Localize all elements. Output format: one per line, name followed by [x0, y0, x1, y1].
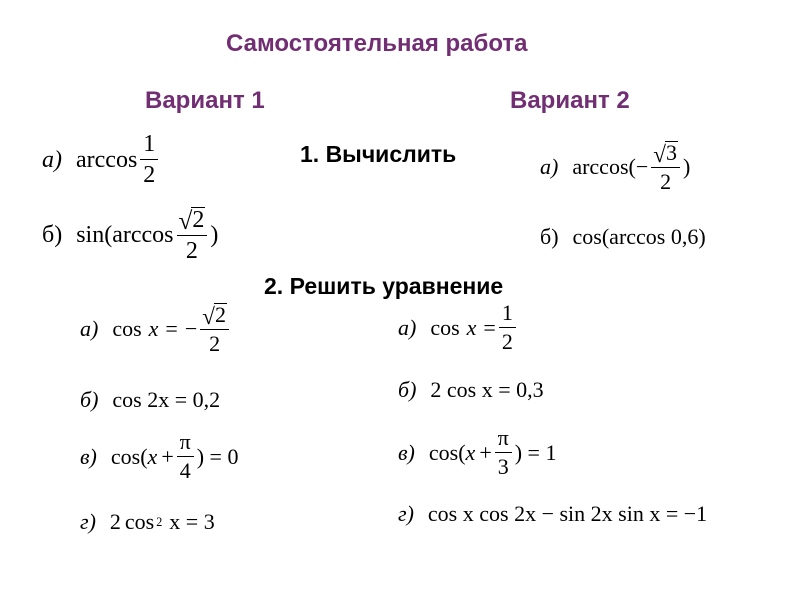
arccos-neg-text: arccos(− [572, 154, 649, 180]
label-a: а) [540, 154, 559, 180]
fraction-sqrt2-2: √ 2 2 [177, 207, 208, 263]
v1-eq-v: в) cos ( x + $\frac{\pi}{4}$ ) = 0 [80, 429, 239, 483]
fraction-1-2: $\frac{1}{2}$ [140, 132, 158, 187]
task-1-heading: 1. Вычислить [300, 141, 457, 167]
sin-arccos-text: sin(arccos [76, 222, 174, 249]
v2-task1-b [540, 226, 706, 248]
fraction-pi-3: $\frac{\pi}{3}$ [495, 427, 512, 478]
v2-task1-a: а) arccos(− √ 3 2 ) [540, 140, 691, 195]
variant-2-heading: Вариант 2 [510, 87, 630, 114]
task-2-heading: 2. Решить уравнение [264, 273, 504, 299]
cos-arccos-text: cos(arccos 0,6) [572, 224, 706, 249]
label-a: а) [42, 146, 62, 173]
v1-eq-b: б) cos 2x = 0,2 [80, 387, 221, 412]
fraction-pi-4: $\frac{\pi}{4}$ [177, 431, 194, 482]
v1-eq-g: г) 2 cos 2 x = 3 [80, 509, 215, 534]
v1-task1-b: б) sin(arccos √ 2 2 ) [42, 207, 219, 265]
label-b: б) [42, 222, 63, 249]
fraction-sqrt3-2: √ 3 2 [651, 141, 680, 193]
label-b: б) [540, 224, 559, 249]
v2-eq-a: а) cos x = $\frac{1}{2}$ [398, 302, 519, 353]
page-title: Самостоятельная работа [226, 30, 528, 57]
v2-eq-b: б) 2 cos x = 0,3 [398, 377, 544, 402]
v1-eq-a: а) cos x = − √ 2 2 [80, 303, 232, 355]
v1-task1-a [42, 132, 161, 187]
fraction-sqrt2-2: √ 2 2 [200, 303, 229, 355]
v2-eq-v: в) cos ( x + $\frac{\pi}{3}$ ) = 1 [398, 425, 557, 479]
v2-eq-g: г) cos x cos 2x − sin 2x sin x = −1 [398, 501, 708, 526]
variant-1-heading: Вариант 1 [145, 87, 265, 114]
fraction-1-2: $\frac{1}{2}$ [499, 302, 516, 353]
arccos-text: arccos [76, 146, 138, 173]
